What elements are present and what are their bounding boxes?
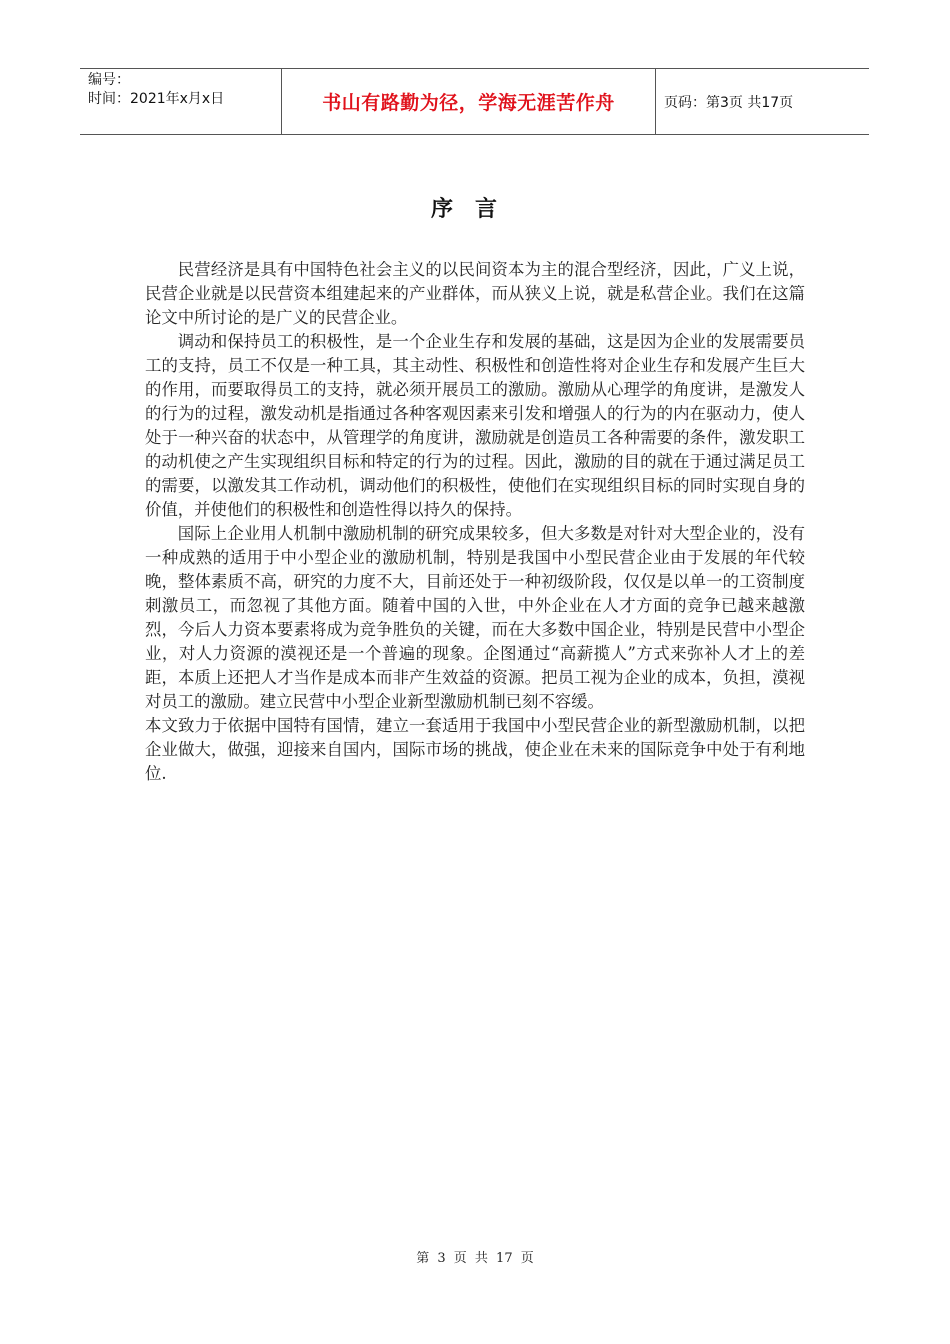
paragraph-2: 调动和保持员工的积极性，是一个企业生存和发展的基础，这是因为企业的发展需要员工的支持，员工不仅是一种工具，其主动性、积极性和创造性将对企业生存和发展产生巨大的作用，而要取得员工的支持，就必须开展员工的激励。激励从心理学的角度讲，是激发人的行为的过程，激发动机是指通过各种客观因素来引发和增强人的行为的内在驱动力，使人处于一种兴奋的状态中，从管理学的角度讲，激励就是创造员工各种需要的条件，激发职工的动机使之产生实现组织目标和特定的行为的过程。因此，激励的目的就在于通过满足员工的需要，以激发其工作动机，调动他们的积极性，使他们在实现组织目标的同时实现自身的价值，并使他们的积极性和创造性得以持久的保持。: [145, 332, 805, 519]
header-page-info: 页码：第3页 共17页: [664, 94, 794, 111]
document-time-label: 时间：2021年x月x日: [88, 91, 225, 107]
paragraph-1: 民营经济是具有中国特色社会主义的以民间资本为主的混合型经济，因此，广义上说，民营企业就是以民营资本组建起来的产业群体，而从狭义上说，就是私营企业。我们在这篇论文中所讨论的是广义的民营企业。: [145, 260, 805, 327]
document-body: [145, 258, 805, 786]
page-title: 序言: [430, 197, 519, 222]
paragraph-4: 本文致力于依据中国特有国情，建立一套适用于我国中小型民营企业的新型激励机制，以把企业做大，做强，迎接来自国内，国际市场的挑战，使企业在未来的国际竞争中处于有利地位.: [145, 716, 805, 783]
document-number-label: 编号：: [88, 72, 130, 88]
header-meta: [80, 69, 282, 134]
header-motto: 书山有路勤为径，学海无涯苦作舟: [282, 69, 656, 134]
page-header: [80, 68, 869, 135]
paragraph-3: 国际上企业用人机制中激励机制的研究成果较多，但大多数是对针对大型企业的，没有一种成熟的适用于中小型企业的激励机制，特别是我国中小型民营企业由于发展的年代较晚，整体素质不高，研究的力度不大，目前还处于一种初级阶段，仅仅是以单一的工资制度刺激员工，而忽视了其他方面。随着中国的入世，中外企业在人才方面的竞争已越来越激烈，今后人力资本要素将成为竞争胜负的关键，而在大多数中国企业，特别是民营中小型企业，对人力资源的漠视还是一个普遍的现象。企图通过“高薪揽人”方式来弥补人才上的差距，本质上还把人才当作是成本而非产生效益的资源。把员工视为企业的成本，负担，漠视对员工的激励。建立民营中小型企业新型激励机制已刻不容缓。: [145, 524, 805, 711]
page-footer: 第 3 页 共 17 页: [416, 1251, 534, 1266]
